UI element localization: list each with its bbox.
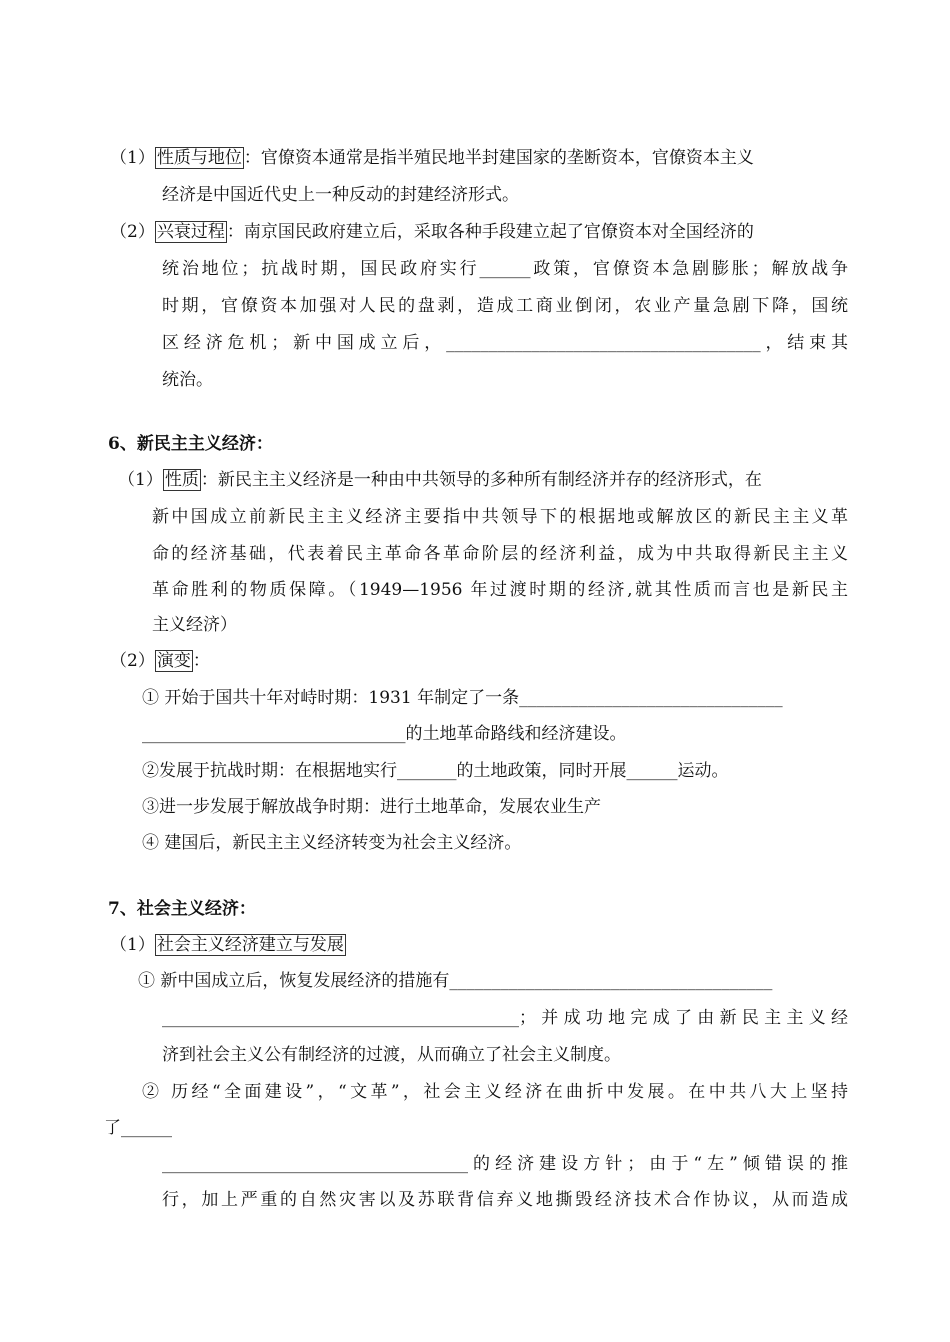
item-number: （1）	[110, 148, 155, 168]
paragraph-line: 统治地位；抗战时期，国民政府实行______政策，官僚资本急剧膨胀；解放战争	[162, 259, 848, 279]
paragraph-line: 了______	[104, 1118, 172, 1138]
paragraph-line: 行，加上严重的自然灾害以及苏联背信弃义地撕毁经济技术合作协议，从而造成	[162, 1190, 848, 1210]
boxed-term: 演变	[156, 651, 191, 671]
paragraph-line: ②发展于抗战时期：在根据地实行_______的土地政策，同时开展______运动。	[142, 761, 729, 781]
paragraph-line: ② 历经“全面建设”，“文革”，社会主义经济在曲折中发展。在中共八大上坚持	[142, 1082, 848, 1102]
boxed-term: 性质	[164, 470, 199, 490]
paragraph-line: 主义经济）	[152, 615, 237, 635]
paragraph-line: 区经济危机；新中国成立后，_____________________________________，结束其	[162, 333, 848, 353]
paragraph-line: ① 开始于国共十年对峙时期：1931 年制定了一条_______________________________	[142, 688, 783, 708]
paragraph-text: ：新民主主义经济是一种由中共领导的多种所有制经济并存的经济形式，在	[200, 470, 762, 490]
section-heading-6: 6、新民主主义经济：	[108, 434, 273, 454]
item-1-nature	[118, 469, 848, 491]
section-heading-7: 7、社会主义经济：	[108, 899, 256, 919]
paragraph-line: 时期，官僚资本加强对人民的盘剥，造成工商业倒闭，农业产量急剧下降，国统	[162, 296, 848, 316]
paragraph-line: 统治。	[162, 370, 213, 390]
paragraph-line: ① 新中国成立后，恢复发展经济的措施有______________________________________	[138, 971, 773, 991]
item-2-history	[110, 221, 848, 243]
paragraph-line: _______________________________的土地革命路线和经济建设。	[142, 724, 627, 744]
item-1-establishment	[110, 934, 346, 956]
paragraph-line: 革命胜利的物质保障。（1949—1956 年过渡时期的经济,就其性质而言也是新民主	[152, 580, 848, 600]
paragraph-text: ：南京国民政府建立后，采取各种手段建立起了官僚资本对全国经济的	[226, 222, 754, 242]
item-number: （1）	[110, 935, 155, 955]
paragraph-line: 新中国成立前新民主主义经济主要指中共领导下的根据地或解放区的新民主主义革	[152, 507, 848, 527]
boxed-term: 性质与地位	[156, 148, 242, 168]
item-number: （1）	[118, 470, 163, 490]
paragraph-line: __________________________________________；并成功地完成了由新民主主义经	[162, 1008, 848, 1028]
paragraph-line: 济到社会主义公有制经济的过渡，从而确立了社会主义制度。	[162, 1045, 621, 1065]
paragraph-line: 经济是中国近代史上一种反动的封建经济形式。	[162, 185, 519, 205]
paragraph-text: ：	[192, 651, 210, 671]
paragraph-line: ③进一步发展于解放战争时期：进行土地革命，发展农业生产	[142, 797, 601, 817]
item-1-nature	[110, 147, 848, 169]
boxed-term: 兴衰过程	[156, 222, 225, 242]
boxed-term: 社会主义经济建立与发展	[156, 935, 344, 955]
item-2-evolution	[110, 650, 210, 672]
paragraph-line: ____________________________________的经济建设方针；由于“左”倾错误的推	[162, 1154, 848, 1174]
item-number: （2）	[110, 651, 155, 671]
paragraph-text: ：官僚资本通常是指半殖民地半封建国家的垄断资本，官僚资本主义	[243, 148, 754, 168]
item-number: （2）	[110, 222, 155, 242]
paragraph-line: ④ 建国后，新民主主义经济转变为社会主义经济。	[142, 833, 522, 853]
paragraph-line: 命的经济基础，代表着民主革命各革命阶层的经济利益，成为中共取得新民主主义	[152, 544, 848, 564]
